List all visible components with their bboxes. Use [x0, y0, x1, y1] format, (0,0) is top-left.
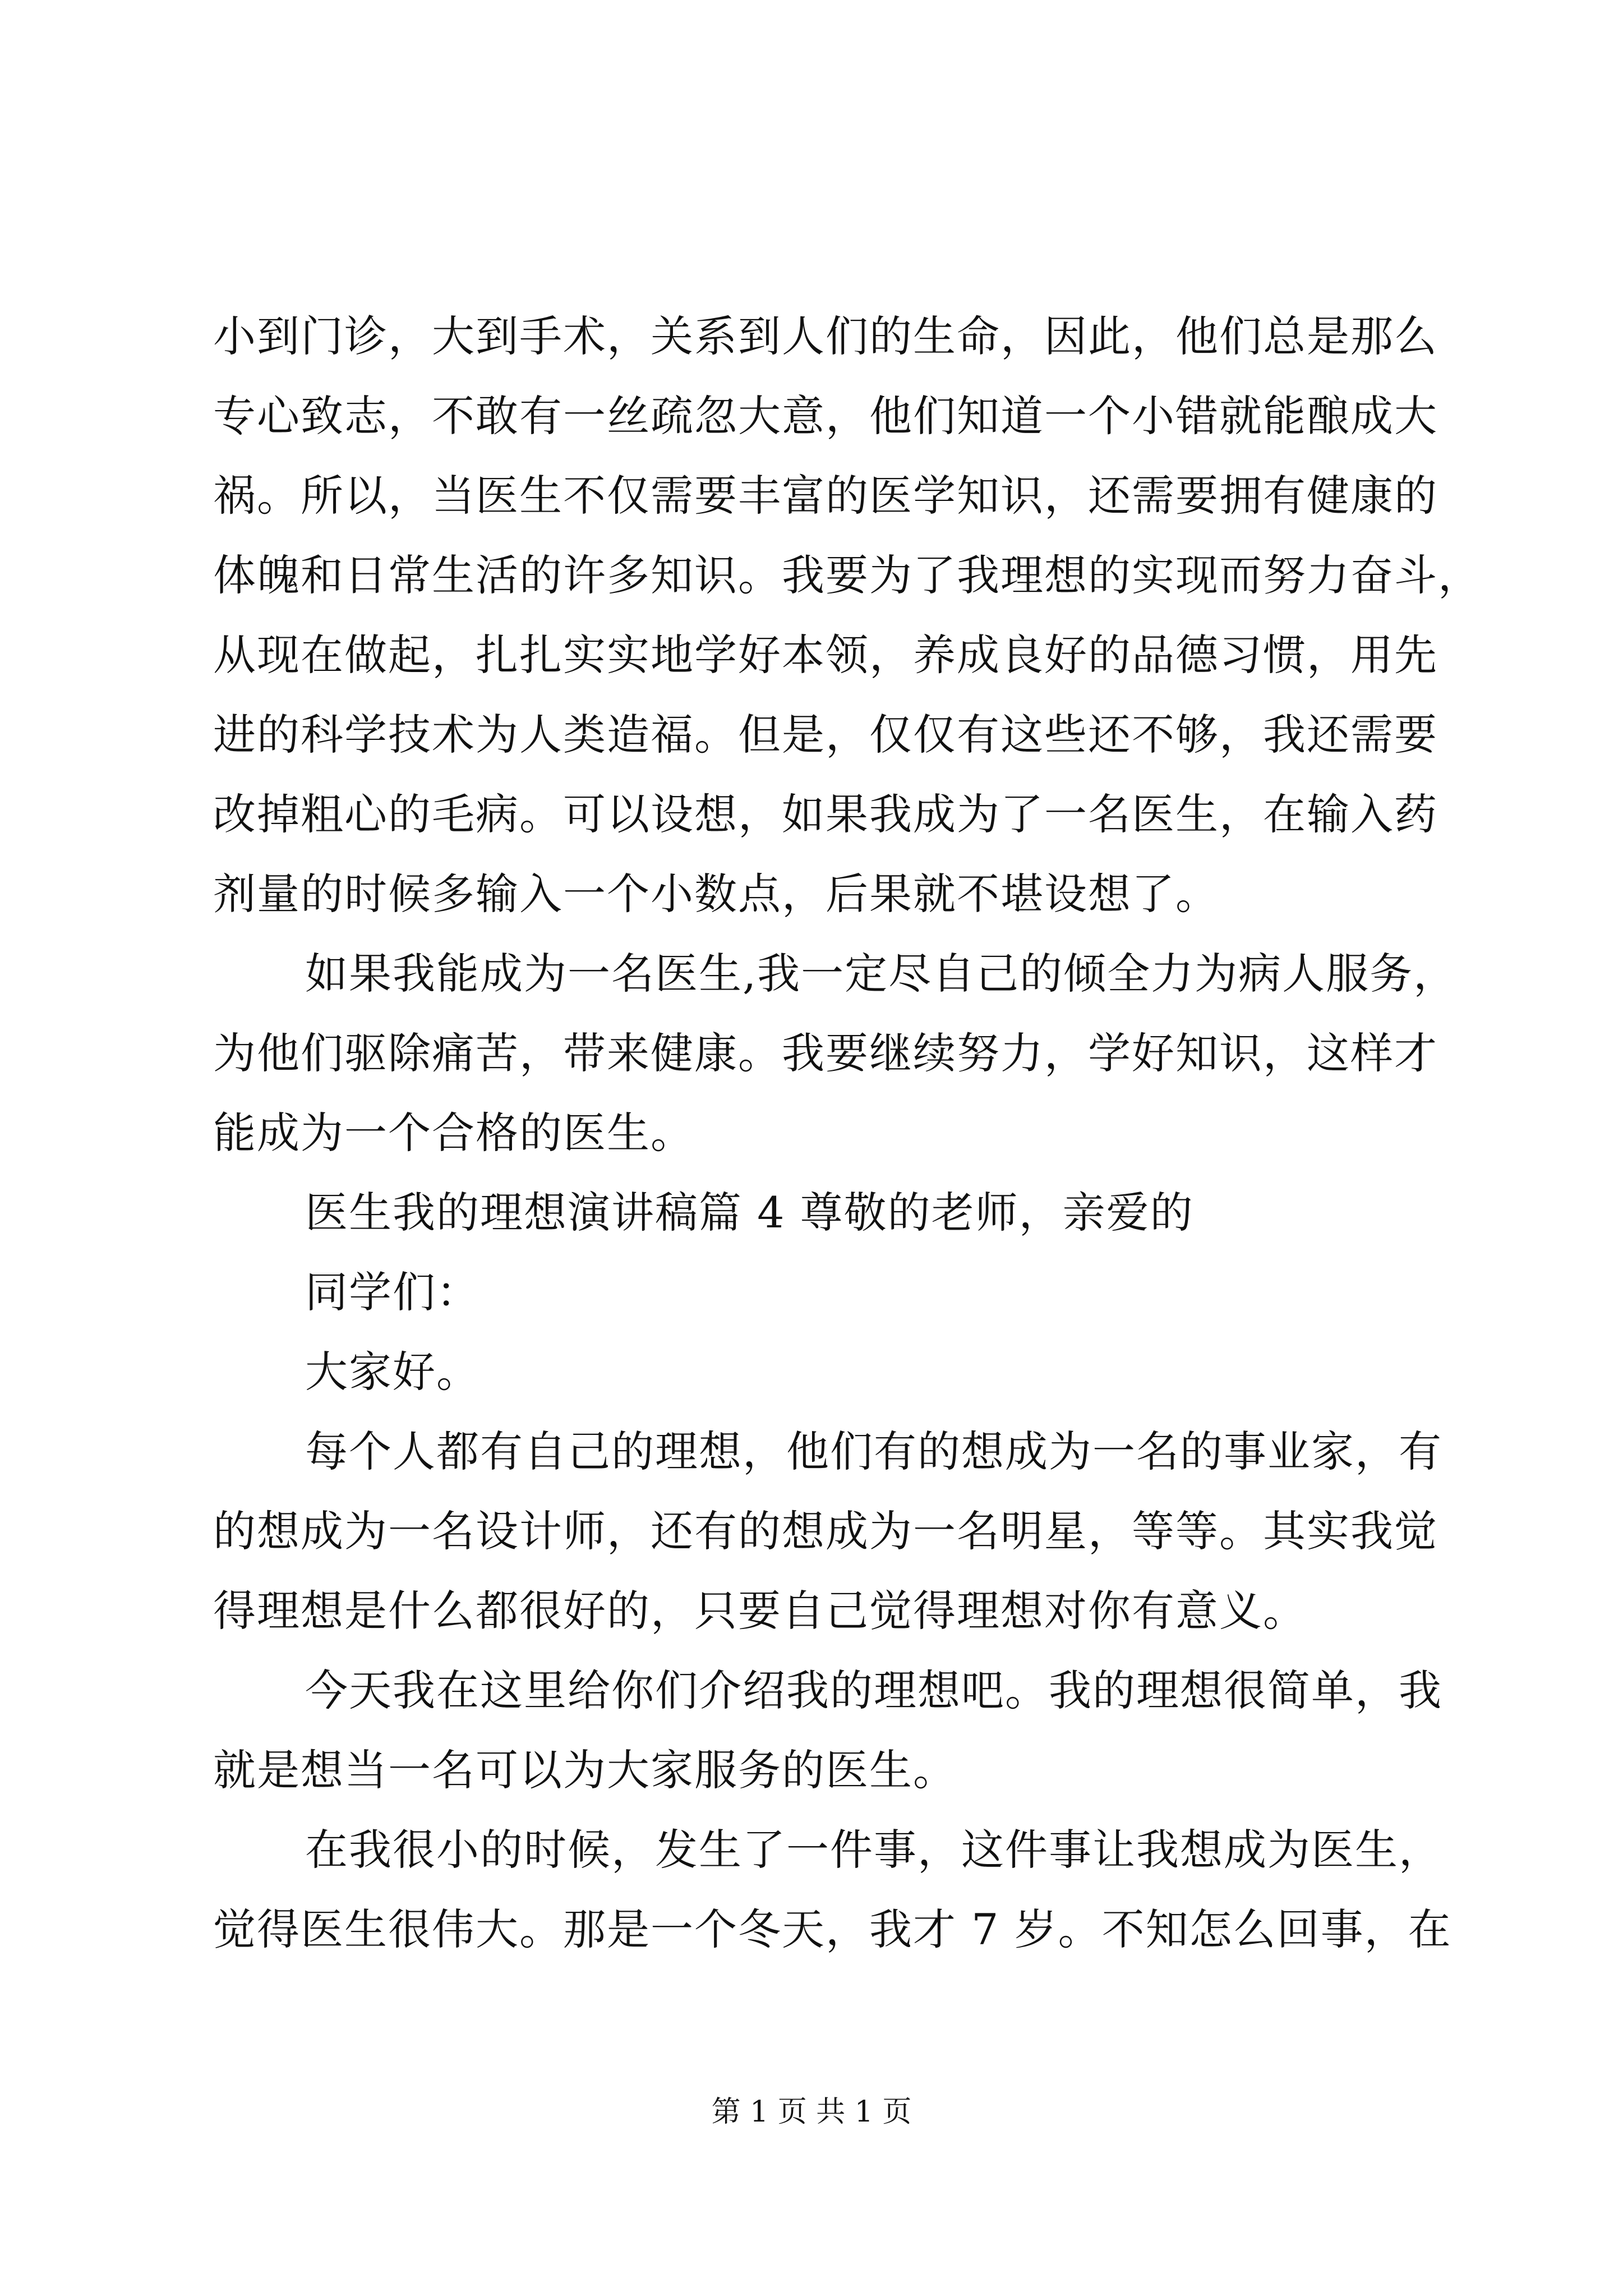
text-line: 进的科学技术为人类造福。但是，仅仅有这些还不够，我还需要 — [213, 710, 1438, 760]
text-line: 体魄和日常生活的许多知识。我要为了我理想的实现而努力奋斗， — [213, 550, 1482, 600]
text-line: 的想成为一名设计师，还有的想成为一名明星，等等。其实我觉 — [213, 1506, 1438, 1556]
text-line: 觉得医生很伟大。那是一个冬天，我才 7 岁。不知怎么回事，在 — [213, 1904, 1452, 1954]
text-line: 如果我能成为一名医生,我一定尽自己的倾全力为病人服务， — [305, 949, 1458, 999]
salutation-line: 同学们： — [305, 1267, 480, 1317]
text-line: 就是想当一名可以为大家服务的医生。 — [213, 1745, 957, 1795]
text-line: 在我很小的时候，发生了一件事，这件事让我想成为医生， — [305, 1825, 1442, 1875]
text-line: 改掉粗心的毛病。可以设想，如果我成为了一名医生，在输入药 — [213, 789, 1438, 839]
text-line: 小到门诊，大到手术，关系到人们的生命，因此，他们总是那么 — [213, 311, 1438, 361]
text-line: 从现在做起，扎扎实实地学好本领，养成良好的品德习惯，用先 — [213, 630, 1438, 680]
text-line: 每个人都有自己的理想，他们有的想成为一名的事业家，有 — [305, 1427, 1442, 1476]
text-line: 为他们驱除痛苦，带来健康。我要继续努力，学好知识，这样才 — [213, 1028, 1438, 1078]
text-line: 得理想是什么都很好的，只要自己觉得理想对你有意义。 — [213, 1586, 1307, 1636]
text-line: 能成为一个合格的医生。 — [213, 1108, 694, 1158]
greeting-line: 大家好。 — [305, 1347, 480, 1397]
text-line: 今天我在这里给你们介绍我的理想吧。我的理想很简单，我 — [305, 1665, 1442, 1715]
page-footer: 第 1 页 共 1 页 — [711, 2095, 912, 2129]
text-line: 专心致志，不敢有一丝疏忽大意，他们知道一个小错就能酿成大 — [213, 391, 1438, 441]
text-line: 祸。所以，当医生不仅需要丰富的医学知识，还需要拥有健康的 — [213, 471, 1438, 521]
section-heading: 医生我的理想演讲稿篇 4 尊敬的老师，亲爱的 — [305, 1188, 1194, 1237]
text-line: 剂量的时候多输入一个小数点，后果就不堪设想了。 — [213, 869, 1219, 919]
